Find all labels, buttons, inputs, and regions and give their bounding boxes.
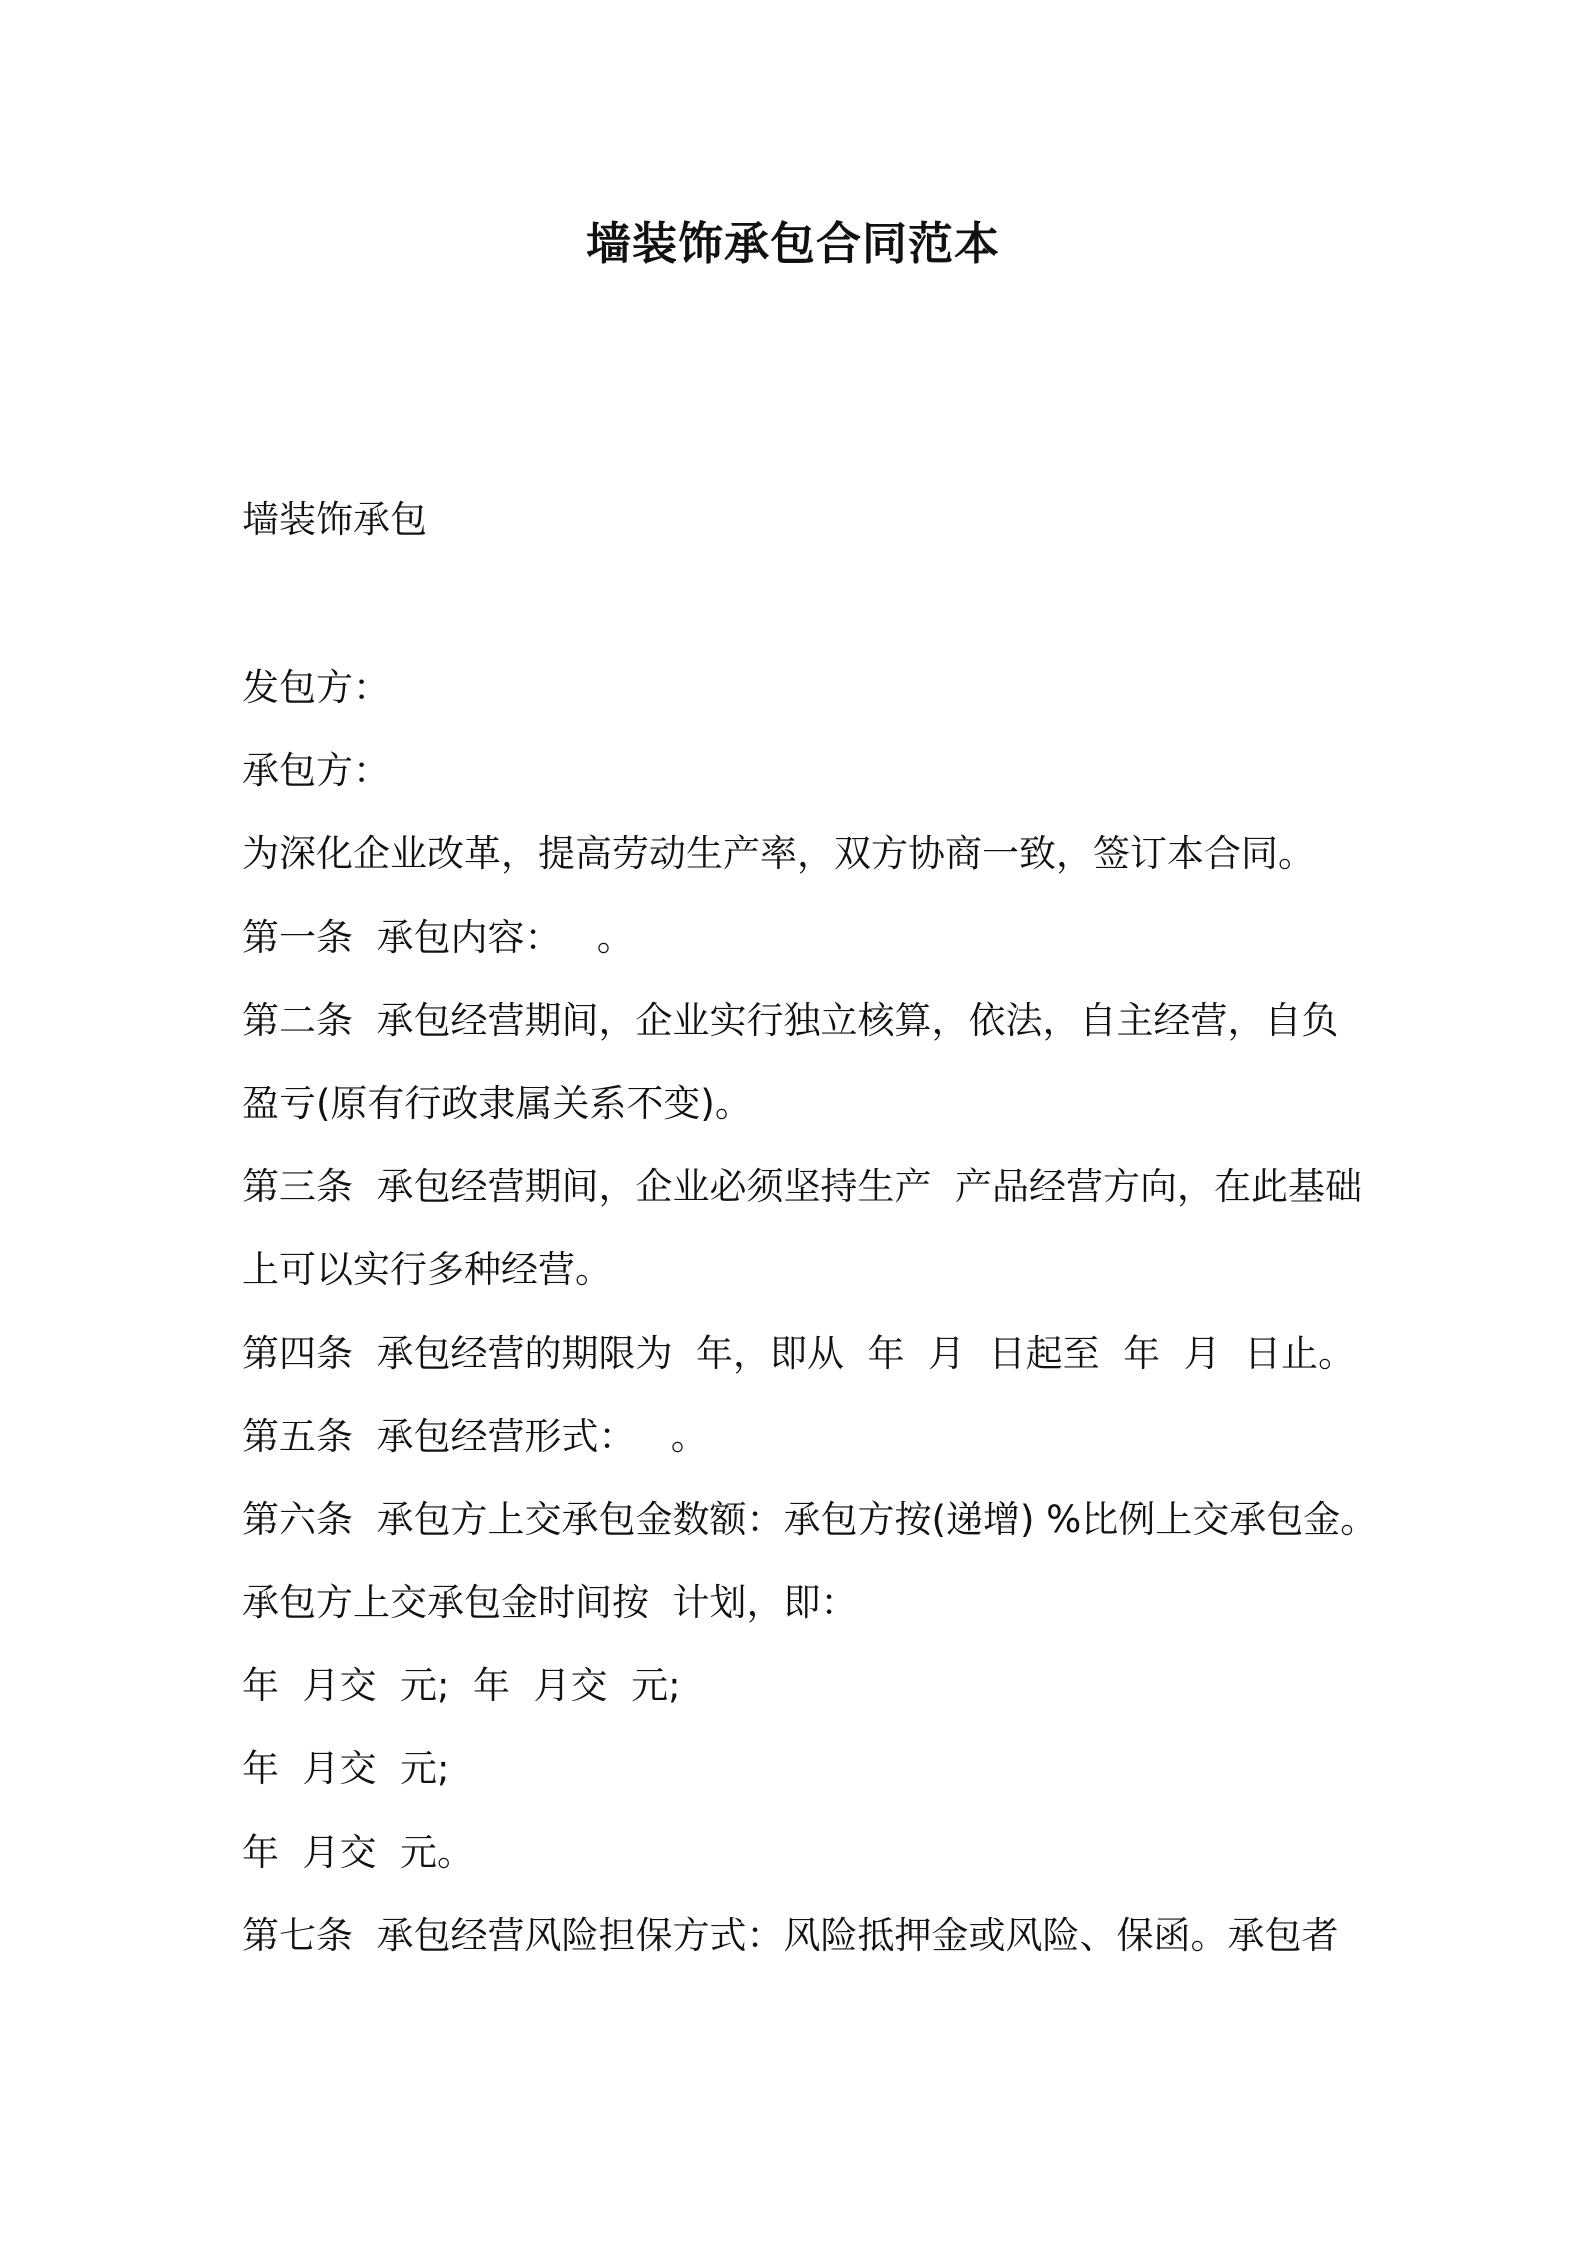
article-3-continued-line: 上可以实行多种经营。 (242, 1248, 612, 1292)
document-title: 墙装饰承包合同范本 (585, 217, 1000, 270)
party-b-line: 承包方： (242, 749, 390, 793)
article-5-line: 第五条 承包经营形式： 。 (242, 1414, 708, 1458)
article-3-line: 第三条 承包经营期间，企业必须坚持生产 产品经营方向，在此基础 (242, 1165, 1363, 1209)
payment-entry-line: 年 月交 元。 (242, 1830, 475, 1874)
payment-entry-line: 年 月交 元; (242, 1747, 450, 1791)
document-subtitle: 墙装饰承包 (242, 498, 427, 541)
article-2-line: 第二条 承包经营期间，企业实行独立核算，依法，自主经营，自负 (242, 998, 1339, 1042)
article-6-line: 第六条 承包方上交承包金数额：承包方按(递增) %比例上交承包金。 (242, 1497, 1378, 1541)
article-4-line: 第四条 承包经营的期限为 年，即从 年 月 日起至 年 月 日止。 (242, 1331, 1356, 1375)
article-1-line: 第一条 承包内容： 。 (242, 915, 634, 959)
article-2-continued-line: 盈亏(原有行政隶属关系不变)。 (242, 1081, 752, 1125)
payment-entry-line: 年 月交 元; 年 月交 元; (242, 1664, 681, 1708)
payment-schedule-line: 承包方上交承包金时间按 计划，即： (242, 1581, 858, 1625)
document-body (242, 658, 1378, 1989)
party-a-line: 发包方： (242, 666, 390, 709)
preamble-line: 为深化企业改革，提高劳动生产率，双方协商一致，签订本合同。 (242, 832, 1315, 876)
article-7-line: 第七条 承包经营风险担保方式：风险抵押金或风险、保函。承包者 (242, 1913, 1339, 1957)
